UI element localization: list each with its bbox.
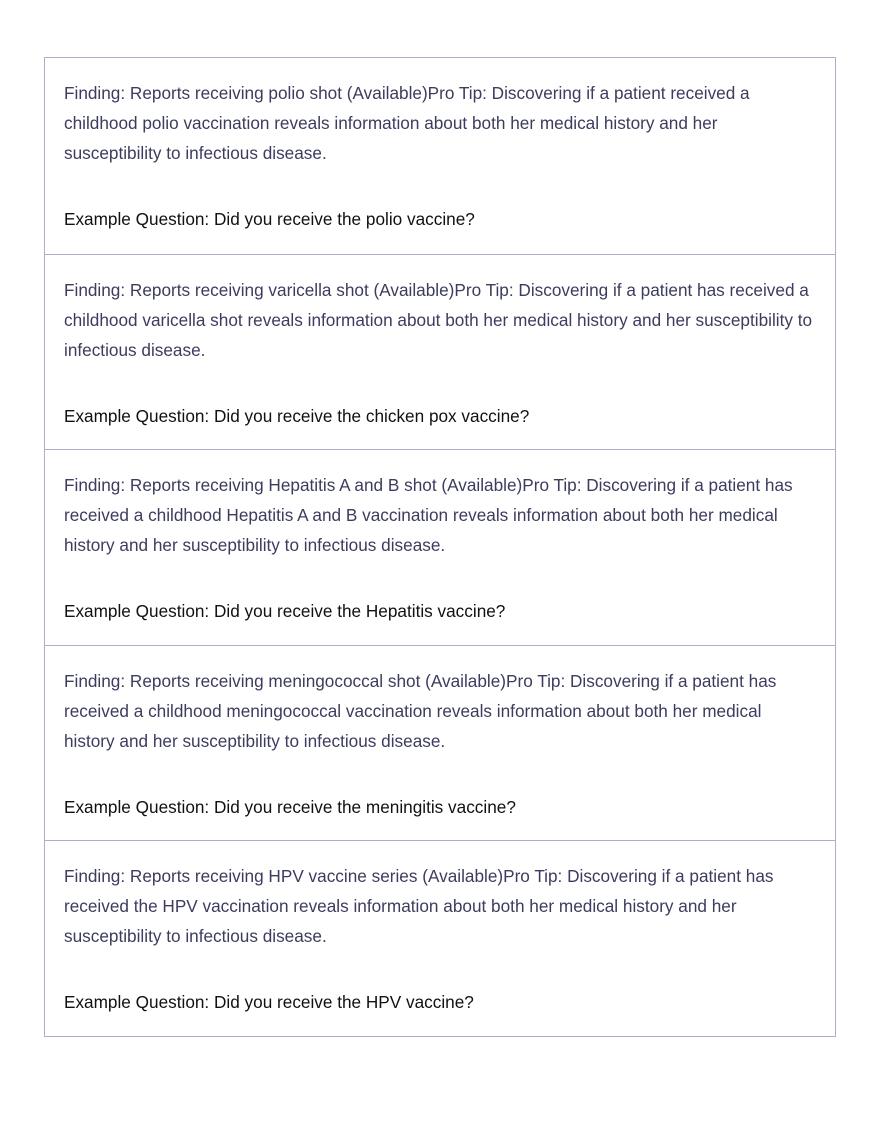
- finding-text: Finding: Reports receiving meningococcal shot (Available)Pro Tip: Discovering if a patient has received a childhood meningococcal vaccination reveals information about both her medical history and her susceptibility to infectious disease.: [64, 670, 777, 751]
- finding-text: Finding: Reports receiving HPV vaccine series (Available)Pro Tip: Discovering if a patient has received the HPV vaccination reveals information about both her medical history and her susceptibility to infectious disease.: [64, 866, 774, 946]
- finding-row-varicella: [45, 254, 835, 450]
- findings-table: [44, 57, 836, 1037]
- finding-text: Finding: Reports receiving varicella shot (Available)Pro Tip: Discovering if a patient has received a childhood varicella shot reveals information about both her medical history and her susceptibility to infectious disease.: [64, 279, 813, 360]
- finding-row-hepatitis: [45, 449, 835, 645]
- example-question: Example Question: Did you receive the Hepatitis vaccine?: [64, 601, 506, 621]
- finding-row-polio: [45, 58, 835, 254]
- example-question: Example Question: Did you receive the polio vaccine?: [64, 209, 475, 229]
- finding-text: Finding: Reports receiving Hepatitis A and B shot (Available)Pro Tip: Discovering if a patient has received a childhood Hepatitis A and B vaccination reveals information about both her medical history and her susceptibility to infectious disease.: [64, 475, 793, 555]
- finding-row-meningococcal: [45, 645, 835, 841]
- example-question: Example Question: Did you receive the meningitis vaccine?: [64, 796, 516, 817]
- finding-text: Finding: Reports receiving polio shot (Available)Pro Tip: Discovering if a patient received a childhood polio vaccination reveals information about both her medical history and her susceptibility to infectious disease.: [64, 83, 750, 163]
- finding-row-hpv: [45, 840, 835, 1036]
- example-question: Example Question: Did you receive the HPV vaccine?: [64, 992, 474, 1012]
- example-question: Example Question: Did you receive the chicken pox vaccine?: [64, 405, 530, 426]
